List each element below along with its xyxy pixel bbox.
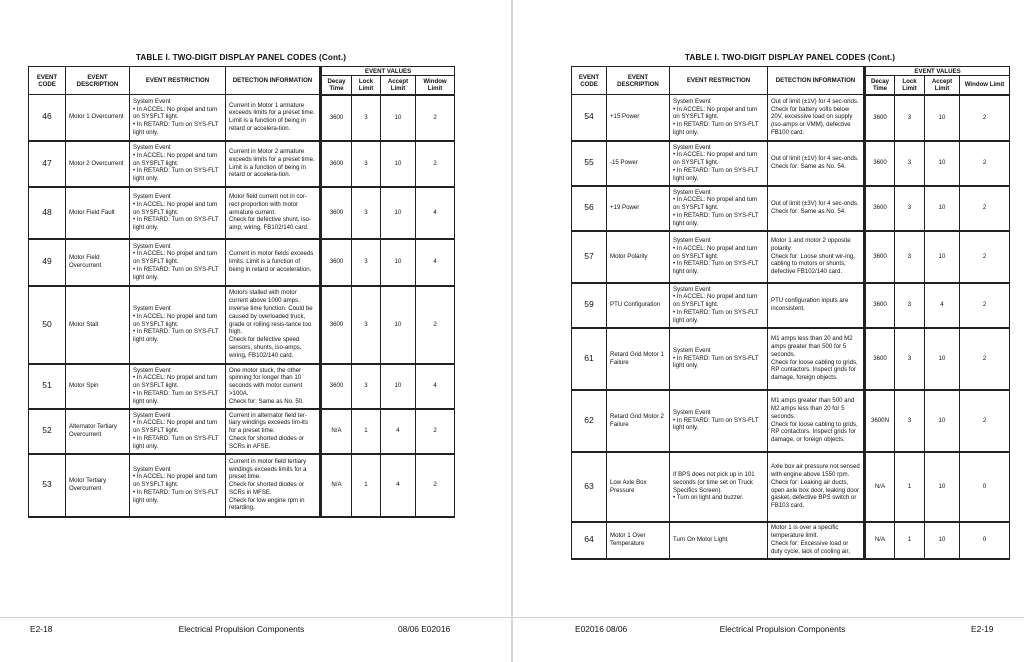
lock-limit-cell: 3: [352, 239, 381, 286]
header-event-description: EVENT DESCRIPTION: [66, 67, 130, 95]
window-limit-cell: 2: [960, 328, 1010, 390]
table-row: [572, 522, 1010, 559]
right-page: [513, 0, 1024, 662]
event-restriction-cell: System Event • In ACCEL: No propel and turn on SYSFLT light. • In RETARD: Turn on SYS-FLT light only.: [670, 141, 768, 186]
decay-time-cell: 3600: [321, 141, 352, 187]
event-restriction-cell: System Event • In ACCEL: No propel and turn on SYSFLT light. • In RETARD: Turn on SYS-FLT light only.: [130, 364, 226, 409]
event-description-cell: +15 Power: [607, 95, 670, 141]
left-page: [0, 0, 511, 662]
table-row: [29, 409, 455, 454]
event-description-cell: +19 Power: [607, 186, 670, 231]
event-restriction-cell: System Event • In ACCEL: No propel and turn on SYSFLT light. • In RETARD: Turn on SYS-FLT light only.: [670, 186, 768, 231]
header-window-limit: Window Limit: [960, 76, 1010, 95]
window-limit-cell: 2: [960, 231, 1010, 283]
header-accept-limit: Accept Limit: [925, 76, 960, 95]
event-code-cell: 57: [572, 231, 607, 283]
accept-limit-cell: 10: [925, 186, 960, 231]
event-description-cell: Motor 1 Over Temperature: [607, 522, 670, 559]
event-code-cell: 62: [572, 390, 607, 452]
event-code-cell: 47: [29, 141, 66, 187]
accept-limit-cell: 10: [381, 364, 416, 409]
lock-limit-cell: 3: [352, 187, 381, 239]
lock-limit-cell: 3: [895, 231, 925, 283]
event-restriction-cell: System Event • In RETARD: Turn on SYS-FLT light only.: [670, 390, 768, 452]
table-title: TABLE I. TWO-DIGIT DISPLAY PANEL CODES (Cont.): [135, 53, 347, 62]
event-description-cell: Low Axle Box Pressure: [607, 452, 670, 522]
decay-time-cell: 3600N: [865, 390, 895, 452]
window-limit-cell: 0: [960, 522, 1010, 559]
detection-information-cell: Out of limit (±3V) for 4 sec-onds. Check for: Same as No. 54.: [768, 186, 865, 231]
event-description-cell: Motor Field Overcurrent: [66, 239, 130, 286]
window-limit-cell: 2: [416, 141, 455, 187]
window-limit-cell: 2: [416, 409, 455, 454]
accept-limit-cell: 4: [381, 409, 416, 454]
accept-limit-cell: 10: [925, 452, 960, 522]
event-code-cell: 61: [572, 328, 607, 390]
event-restriction-cell: System Event • In ACCEL: No propel and turn on SYSFLT light. • In RETARD: Turn on SYS-FLT light only.: [670, 95, 768, 141]
lock-limit-cell: 3: [895, 283, 925, 328]
event-description-cell: Retard Grid Motor 1 Failure: [607, 328, 670, 390]
event-restriction-cell: If BPS does not pick up in 101 seconds (or time set on Truck Specifics Screen). • Turn on light and buzzer.: [670, 452, 768, 522]
header-event-description: EVENT DESCRIPTION: [607, 67, 670, 95]
decay-time-cell: 3600: [865, 328, 895, 390]
lock-limit-cell: 3: [895, 141, 925, 186]
detection-information-cell: Current in motor fields exceeds limits. Limit is a function of being in retard or acceleration.: [226, 239, 321, 286]
window-limit-cell: 2: [960, 186, 1010, 231]
header-accept-limit: Accept Limit: [381, 76, 416, 95]
event-description-cell: Motor Spin: [66, 364, 130, 409]
detection-information-cell: M1 amps less than 20 and M2 amps greater than 500 for 5 seconds. Check for loose cabling to grids, RP contactors. Inspect grids for damage, foreign objects.: [768, 328, 865, 390]
window-limit-cell: 2: [960, 390, 1010, 452]
detection-information-cell: Out of limit (±1V) for 4 sec-onds. Check for: Same as No. 54.: [768, 141, 865, 186]
lock-limit-cell: 1: [895, 452, 925, 522]
decay-time-cell: 3600: [321, 187, 352, 239]
detection-information-cell: M1 amps greater than 500 and M2 amps less than 20 for 5 seconds. Check for loose cabling to grids, RP contactors. Inspect grids for damage, or foreign objects.: [768, 390, 865, 452]
event-code-cell: 52: [29, 409, 66, 454]
accept-limit-cell: 4: [381, 454, 416, 517]
table-row: [29, 187, 455, 239]
event-codes-table: [571, 66, 1010, 560]
lock-limit-cell: 3: [895, 95, 925, 141]
event-description-cell: Motor 2 Overcurrent: [66, 141, 130, 187]
accept-limit-cell: 10: [381, 286, 416, 364]
detection-information-cell: Motors stalled with motor current above 1000 amps, inverse time function. Could be caused by overloaded truck, grade or rolling resis-tance too high. Check for defective speed sensors, shunts, iso-amps, wiring, FB102/140 card.: [226, 286, 321, 364]
event-code-cell: 64: [572, 522, 607, 559]
event-description-cell: Alternator Tertiary Overcurrent: [66, 409, 130, 454]
detection-information-cell: Motor field current not in cor-rect proportion with motor armature current. Check for defective shunt, iso-amp, wiring, FB102/140 card.: [226, 187, 321, 239]
detection-information-cell: Motor 1 is over a specific temperature limit. Check for: Excessive load or duty cycle, lack of cooling air,: [768, 522, 865, 559]
table-row: [29, 141, 455, 187]
lock-limit-cell: 3: [895, 186, 925, 231]
header-lock-limit: Lock Limit: [352, 76, 381, 95]
header-lock-limit: Lock Limit: [895, 76, 925, 95]
table-row: [572, 186, 1010, 231]
event-description-cell: Motor 1 Overcurrent: [66, 95, 130, 141]
accept-limit-cell: 10: [925, 95, 960, 141]
header-event-values: EVENT VALUES: [321, 67, 455, 76]
header-event-restriction: EVENT RESTRICTION: [670, 67, 768, 95]
event-restriction-cell: System Event • In ACCEL: No propel and turn on SYSFLT light. • In RETARD: Turn on SYS-FLT light only.: [130, 286, 226, 364]
window-limit-cell: 2: [416, 95, 455, 141]
table-row: [29, 239, 455, 286]
table-row: [572, 231, 1010, 283]
decay-time-cell: 3600: [865, 186, 895, 231]
window-limit-cell: 0: [960, 452, 1010, 522]
lock-limit-cell: 3: [895, 390, 925, 452]
event-restriction-cell: System Event • In ACCEL: No propel and turn on SYSFLT light. • In RETARD: Turn on SYS-FLT light only.: [130, 409, 226, 454]
event-description-cell: Retard Grid Motor 2 Failure: [607, 390, 670, 452]
lock-limit-cell: 3: [352, 141, 381, 187]
header-window-limit: Window Limit: [416, 76, 455, 95]
page-number: E2-18: [30, 624, 53, 634]
accept-limit-cell: 10: [925, 390, 960, 452]
accept-limit-cell: 10: [925, 328, 960, 390]
lock-limit-cell: 3: [352, 95, 381, 141]
accept-limit-cell: 10: [381, 239, 416, 286]
decay-time-cell: N/A: [865, 522, 895, 559]
event-code-cell: 51: [29, 364, 66, 409]
event-description-cell: Motor Stall: [66, 286, 130, 364]
decay-time-cell: N/A: [321, 454, 352, 517]
decay-time-cell: N/A: [321, 409, 352, 454]
event-code-cell: 56: [572, 186, 607, 231]
footer-title: Electrical Propulsion Components: [719, 624, 846, 634]
event-code-cell: 63: [572, 452, 607, 522]
window-limit-cell: 2: [960, 141, 1010, 186]
table-row: [29, 95, 455, 141]
event-restriction-cell: Turn On Motor Light: [670, 522, 768, 559]
footer-revision: 08/06 E02016: [398, 624, 451, 634]
event-code-cell: 46: [29, 95, 66, 141]
event-restriction-cell: System Event • In ACCEL: No propel and turn on SYSFLT light. • In RETARD: Turn on SYS-FLT light only.: [130, 187, 226, 239]
footer-rule: [0, 617, 511, 618]
decay-time-cell: N/A: [865, 452, 895, 522]
table-row: [29, 364, 455, 409]
decay-time-cell: 3600: [865, 283, 895, 328]
header-detection-information: DETECTION INFORMATION: [768, 67, 865, 95]
event-restriction-cell: System Event • In ACCEL: No propel and turn on SYSFLT light. • In RETARD: Turn on SYS-FLT light only.: [130, 239, 226, 286]
lock-limit-cell: 1: [895, 522, 925, 559]
header-event-code: EVENT CODE: [29, 67, 66, 95]
event-description-cell: Motor Tertiary Overcurrent: [66, 454, 130, 517]
lock-limit-cell: 1: [352, 454, 381, 517]
accept-limit-cell: 10: [925, 231, 960, 283]
detection-information-cell: One motor stuck, the other spinning for longer than 10 seconds with motor current >100A. Check for: Same as No. 50.: [226, 364, 321, 409]
event-restriction-cell: System Event • In ACCEL: No propel and turn on SYSFLT light. • In RETARD: Turn on SYS-FLT light only.: [130, 95, 226, 141]
event-description-cell: PTU Configuration: [607, 283, 670, 328]
header-decay-time: Decay Time: [321, 76, 352, 95]
event-description-cell: -15 Power: [607, 141, 670, 186]
event-restriction-cell: System Event • In ACCEL: No propel and turn on SYSFLT light. • In RETARD: Turn on SYS-FLT light only.: [130, 454, 226, 517]
window-limit-cell: 4: [416, 187, 455, 239]
table-row: [572, 95, 1010, 141]
event-restriction-cell: System Event • In ACCEL: No propel and turn on SYSFLT light. • In RETARD: Turn on SYS-FLT light only.: [670, 283, 768, 328]
accept-limit-cell: 10: [381, 187, 416, 239]
table-row: [29, 454, 455, 517]
detection-information-cell: Current in Motor 1 armature exceeds limits for a preset time. Limit is a function of being in retard or accelera-tion.: [226, 95, 321, 141]
event-code-cell: 53: [29, 454, 66, 517]
footer-revision: E02016 08/06: [575, 624, 628, 634]
lock-limit-cell: 1: [352, 409, 381, 454]
lock-limit-cell: 3: [352, 364, 381, 409]
header-event-code: EVENT CODE: [572, 67, 607, 95]
table-body: [572, 95, 1010, 559]
detection-information-cell: Current in alternator field ter-tiary windings exceeds lim-its for a preset time. Check for shorted diodes or SCRs in AFSE.: [226, 409, 321, 454]
window-limit-cell: 2: [960, 95, 1010, 141]
window-limit-cell: 4: [416, 364, 455, 409]
event-code-cell: 50: [29, 286, 66, 364]
table-body: [29, 95, 455, 517]
lock-limit-cell: 3: [352, 286, 381, 364]
event-restriction-cell: System Event • In RETARD: Turn on SYS-FLT light only.: [670, 328, 768, 390]
window-limit-cell: 2: [416, 454, 455, 517]
detection-information-cell: Motor 1 and motor 2 opposite polarity. Check for: Loose shunt wir-ing, cabling to motors or shunts, defective FB102/140 card.: [768, 231, 865, 283]
window-limit-cell: 4: [416, 239, 455, 286]
table-row: [29, 286, 455, 364]
header-decay-time: Decay Time: [865, 76, 895, 95]
detection-information-cell: Out of limit (±1V) for 4 sec-onds. Check for battery volts below 20V, excessive load on supply (iso-amps or VMM), defective FB100 card.: [768, 95, 865, 141]
accept-limit-cell: 10: [925, 141, 960, 186]
table-title: TABLE I. TWO-DIGIT DISPLAY PANEL CODES (Cont.): [684, 53, 896, 62]
table-row: [572, 452, 1010, 522]
decay-time-cell: 3600: [865, 141, 895, 186]
detection-information-cell: Axle box air pressure not sensed with engine above 1550 rpm. Check for: Leaking air ducts, open axle box door, leaking door gasket, defective BPS switch or FB103 card.: [768, 452, 865, 522]
event-restriction-cell: System Event • In ACCEL: No propel and turn on SYSFLT light. • In RETARD: Turn on SYS-FLT light only.: [670, 231, 768, 283]
header-event-restriction: EVENT RESTRICTION: [130, 67, 226, 95]
event-code-cell: 59: [572, 283, 607, 328]
lock-limit-cell: 3: [895, 328, 925, 390]
event-code-cell: 54: [572, 95, 607, 141]
window-limit-cell: 2: [416, 286, 455, 364]
event-description-cell: Motor Field Fault: [66, 187, 130, 239]
decay-time-cell: 3600: [321, 286, 352, 364]
decay-time-cell: 3600: [865, 231, 895, 283]
accept-limit-cell: 10: [381, 95, 416, 141]
detection-information-cell: Current in Motor 2 armature exceeds limits for a preset time. Limit is a function of being in retard or accelera-tion.: [226, 141, 321, 187]
accept-limit-cell: 4: [925, 283, 960, 328]
event-codes-table: [28, 66, 455, 518]
accept-limit-cell: 10: [381, 141, 416, 187]
detection-information-cell: Current in motor field tertiary windings exceeds limits for a preset time. Check for shorted diodes or SCRs in MFSE. Check for low engine rpm in retarding.: [226, 454, 321, 517]
decay-time-cell: 3600: [865, 95, 895, 141]
header-event-values: EVENT VALUES: [865, 67, 1010, 76]
event-code-cell: 49: [29, 239, 66, 286]
event-restriction-cell: System Event • In ACCEL: No propel and turn on SYSFLT light. • In RETARD: Turn on SYS-FLT light only.: [130, 141, 226, 187]
event-description-cell: Motor Polarity: [607, 231, 670, 283]
event-code-cell: 55: [572, 141, 607, 186]
table-row: [572, 390, 1010, 452]
footer-rule: [513, 617, 1024, 618]
decay-time-cell: 3600: [321, 95, 352, 141]
header-detection-information: DETECTION INFORMATION: [226, 67, 321, 95]
table-row: [572, 141, 1010, 186]
accept-limit-cell: 10: [925, 522, 960, 559]
table-row: [572, 328, 1010, 390]
footer-title: Electrical Propulsion Components: [178, 624, 305, 634]
detection-information-cell: PTU configuration inputs are inconsistent.: [768, 283, 865, 328]
event-code-cell: 48: [29, 187, 66, 239]
page-number: E2-19: [971, 624, 994, 634]
decay-time-cell: 3600: [321, 364, 352, 409]
decay-time-cell: 3600: [321, 239, 352, 286]
window-limit-cell: 2: [960, 283, 1010, 328]
table-row: [572, 283, 1010, 328]
